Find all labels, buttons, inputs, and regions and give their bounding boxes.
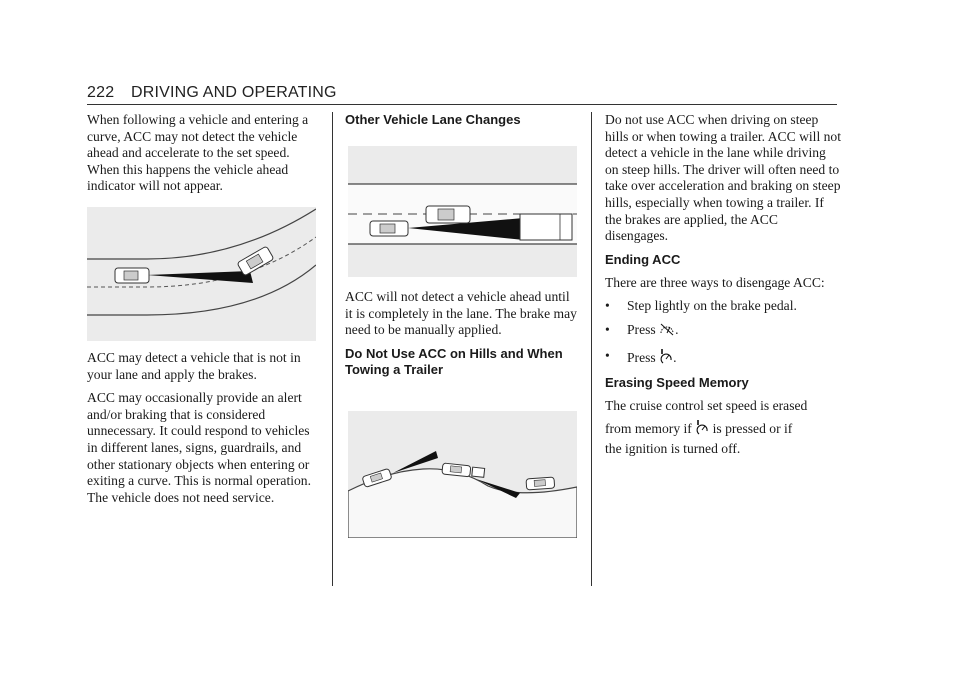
column-divider-1 [332, 112, 333, 586]
bullet-text: Press [627, 349, 656, 365]
heading-erasing-memory: Erasing Speed Memory [605, 375, 749, 391]
heading-ending-acc: Ending ACC [605, 251, 681, 267]
column-1-lower [87, 350, 319, 513]
bullet-text: Step lightly on the brake pedal. [627, 298, 797, 314]
cruise-on-off-icon [659, 348, 673, 369]
bullet-press-cancel [605, 322, 841, 341]
column-1 [87, 112, 319, 202]
paragraph-erasing-line3: the ignition is turned off. [605, 441, 741, 457]
page-header [87, 84, 337, 102]
column-3 [605, 112, 841, 465]
paragraph-unnecessary-alert: ACC may occasionally provide an alert and/or braking that is considered unnecessary. It could respond to vehicles in different lanes, signs, guardrails, and other stationary objects when entering or exiting a curve. This is normal operation. The vehicle does not need service. [87, 390, 311, 505]
paragraph-curve-detection: When following a vehicle and entering a curve, ACC may not detect the vehicle ahead and accelerate to the set speed. When this happens the vehicle ahead indicator will not appear. [87, 112, 309, 194]
column-2 [345, 112, 577, 135]
paragraph-erasing-line2 [605, 419, 841, 440]
cruise-on-off-icon [695, 419, 709, 440]
cruise-cancel-icon [659, 322, 675, 341]
column-2-lower [345, 289, 577, 385]
heading-lane-changes: Other Vehicle Lane Changes [345, 112, 521, 127]
section-title: DRIVING AND OPERATING [130, 84, 337, 101]
lane-change-illustration [348, 146, 577, 277]
header-rule [87, 104, 837, 105]
paragraph-lane-detection: ACC will not detect a vehicle ahead until it is completely in the lane. The brake may need to be manually applied. [345, 289, 577, 338]
erasing-text-before: from memory if [605, 420, 692, 436]
bullet-press-on-off [605, 348, 841, 369]
bullet-brake-pedal [605, 298, 841, 315]
erasing-text-after: is pressed or if [712, 420, 793, 436]
bullet-marker: • [605, 321, 610, 337]
heading-hills-towing: Do Not Use ACC on Hills and When Towing a Trailer [345, 345, 563, 377]
paragraph-three-ways: There are three ways to disengage ACC: [605, 274, 825, 290]
bullet-text-suffix: . [673, 349, 677, 365]
bullet-text-suffix: . [675, 321, 679, 337]
paragraph-other-lane: ACC may detect a vehicle that is not in your lane and apply the brakes. [87, 350, 301, 382]
bullet-marker: • [605, 298, 610, 314]
bullet-marker: • [605, 347, 610, 363]
page-number: 222 [87, 84, 115, 101]
curve-illustration [87, 207, 316, 341]
bullet-text: Press [627, 321, 656, 337]
hills-towing-illustration [348, 411, 577, 538]
column-divider-2 [591, 112, 592, 586]
paragraph-erasing-line1: The cruise control set speed is erased [605, 398, 808, 414]
paragraph-steep-hills: Do not use ACC when driving on steep hills or when towing a trailer. ACC will not detect a vehicle in the lane while driving on steep hills. The driver will often need to take over acceleration and braking on steep hills, especially when towing a trailer. If the brakes are applied, the ACC disengages. [605, 112, 841, 244]
